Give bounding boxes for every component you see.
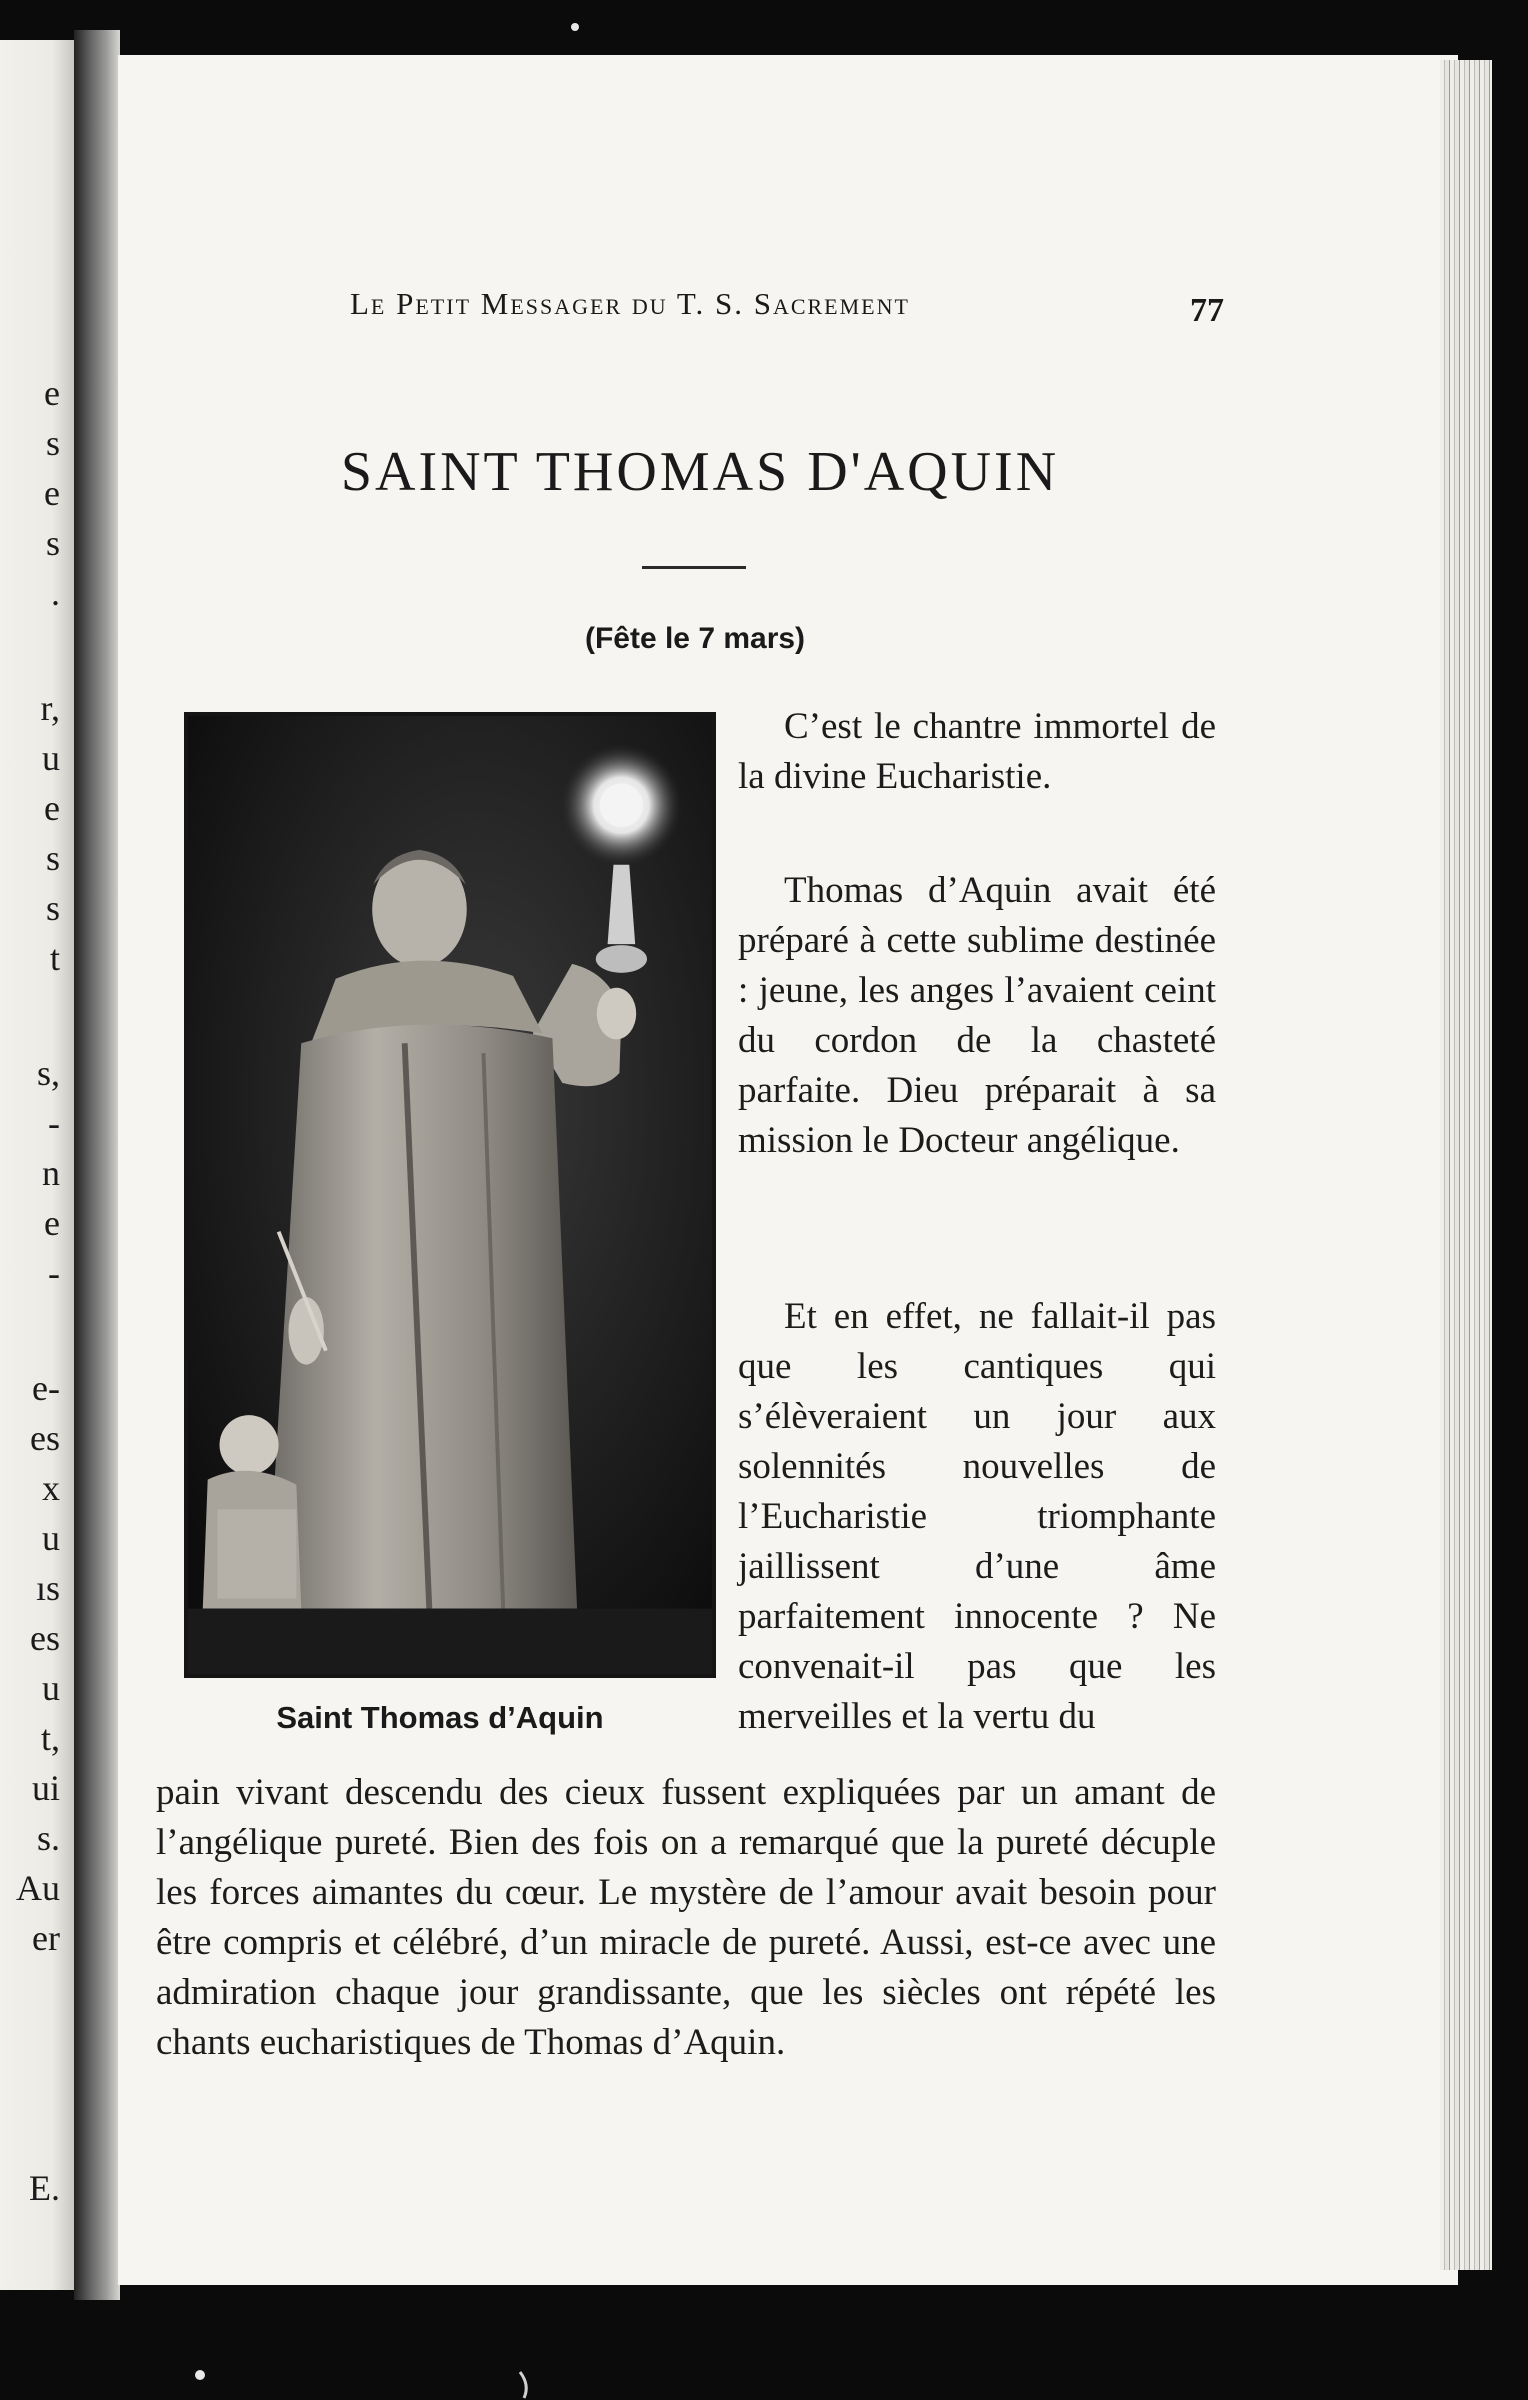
left-fragment: - xyxy=(48,1253,60,1293)
left-fragment: s. xyxy=(36,1818,60,1858)
left-fragment: e- xyxy=(32,1368,60,1408)
left-fragment: u xyxy=(42,738,60,778)
left-fragment: ui xyxy=(31,1768,60,1808)
left-fragment: es xyxy=(30,1418,60,1458)
book-gutter-shadow xyxy=(74,30,120,2300)
paragraph-text: Thomas d’Aquin avait été préparé à cette sublime destinée : jeune, les anges l’avaient ceint du cordon de la chasteté parfaite. Dieu préparait à sa mission le Docteur angélique. xyxy=(738,870,1216,1161)
paragraph-text: Et en effet, ne fallait-il pas que les cantiques qui s’élèveraient un jour aux solennités nouvelles de l’Eucharistie triomphante jaillissent d’une âme parfaitement innocente ? Ne convenait-il pas que les merveilles et la vertu du xyxy=(738,1296,1216,1737)
left-fragment: es xyxy=(30,1618,60,1658)
previous-page-edge xyxy=(0,40,74,2290)
left-fragment: E. xyxy=(29,2168,60,2208)
paragraph-text: pain vivant descendu des cieux fussent expliquées par un amant de l’angélique pureté. Bien des fois on a remarqué que la pureté décuple les forces aimantes du cœur. Le mystère de l’amour avait besoin pour être compris et célébré, d’un miracle de pureté. Aussi, est-ce avec une admiration chaque jour grandissante, que les siècles ont répété les chants eucharistiques de Thomas d’Aquin. xyxy=(156,1772,1216,2063)
left-fragment: s xyxy=(45,523,60,563)
title-divider xyxy=(642,566,746,569)
feast-date: (Fête le 7 mars) xyxy=(584,622,806,655)
left-fragment: t, xyxy=(40,1718,60,1758)
left-fragment: - xyxy=(48,1103,60,1143)
page-number: 77 xyxy=(1190,292,1224,329)
left-fragment: t xyxy=(49,938,60,978)
left-fragment: n xyxy=(42,1153,60,1193)
left-fragment: r, xyxy=(40,688,60,728)
article-title: SAINT THOMAS D'AQUIN xyxy=(340,441,1060,503)
running-head: Le Petit Messager du T. S. Sacrement xyxy=(350,286,910,321)
left-fragment: e xyxy=(44,373,60,413)
left-fragment: s, xyxy=(36,1053,60,1093)
left-fragment: e xyxy=(44,473,60,513)
left-fragment: e xyxy=(44,788,60,828)
left-fragment: . xyxy=(51,573,60,613)
paragraph-preparation xyxy=(738,866,1216,1166)
left-fragment: ıs xyxy=(35,1568,60,1608)
paragraph-purity-column xyxy=(738,1292,1216,1742)
left-fragment: s xyxy=(45,888,60,928)
figure-caption: Saint Thomas d’Aquin xyxy=(276,1700,604,1735)
left-fragment: Au xyxy=(16,1868,60,1908)
left-fragment: e xyxy=(44,1203,60,1243)
paragraph-intro xyxy=(738,702,1216,802)
left-fragment: u xyxy=(42,1668,60,1708)
paragraph-purity-continued xyxy=(156,1768,1216,2068)
left-fragment: x xyxy=(42,1468,60,1508)
paragraph-text: C’est le chantre immortel de la divine Eucharistie. xyxy=(738,706,1216,797)
page-stack-edge xyxy=(1440,60,1492,2270)
saint-statue-photo xyxy=(184,712,716,1678)
left-fragment: er xyxy=(32,1918,60,1958)
left-fragment: s xyxy=(45,423,60,463)
left-fragment: s xyxy=(45,838,60,878)
left-fragment: u xyxy=(42,1518,60,1558)
